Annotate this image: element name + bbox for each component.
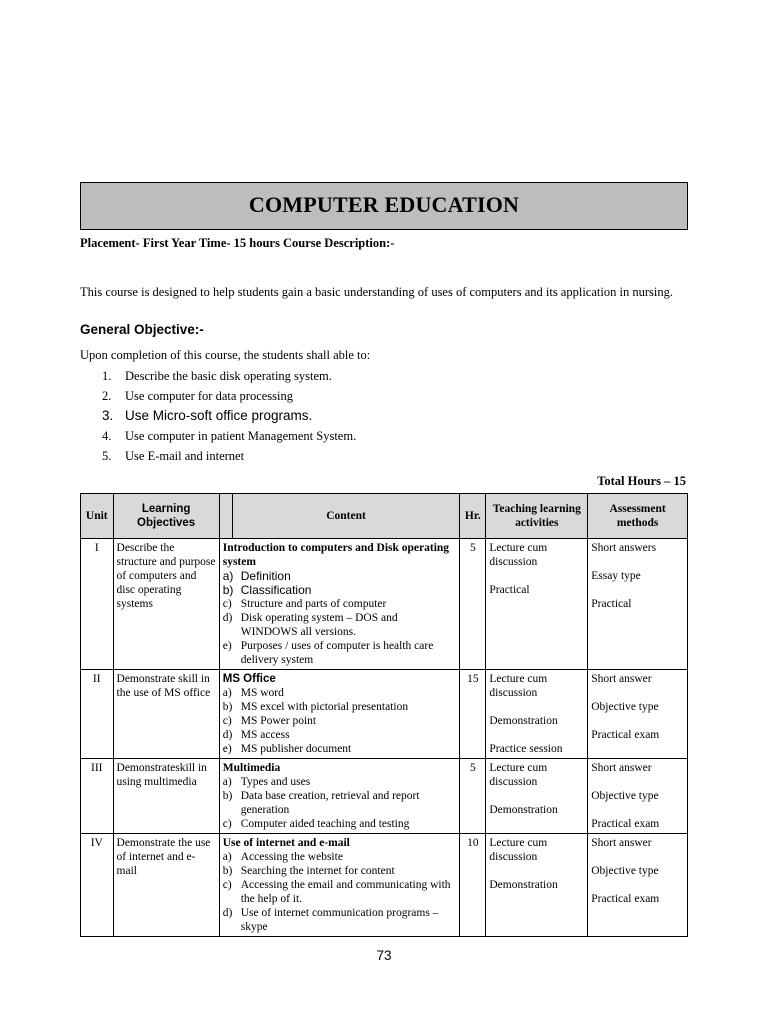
page-title: COMPUTER EDUCATION <box>248 192 520 217</box>
content-title: Introduction to computers and Disk operating system <box>222 542 450 568</box>
content-item: d) Use of internet communication programs – skype <box>222 907 439 933</box>
header-teaching-activities: Teaching learning activities <box>486 494 588 539</box>
content-title: Multimedia <box>222 762 281 774</box>
total-hours: Total Hours – 15 <box>597 474 686 488</box>
table-row <box>81 759 688 834</box>
content-item: d) MS access <box>222 729 290 741</box>
objective-cell: Describe the structure and purpose of computers and disc operating systems <box>113 539 219 670</box>
content-item: a) Accessing the website <box>222 851 343 863</box>
content-cell <box>219 670 460 759</box>
content-cell <box>219 759 460 834</box>
activities-cell: Lecture cum discussion Demonstration Practice session <box>486 670 588 759</box>
hr-cell: 5 <box>460 759 486 834</box>
content-item: a) MS word <box>222 687 284 699</box>
table-row <box>81 539 688 670</box>
content-cell <box>219 834 460 937</box>
content-item: e) MS publisher document <box>222 743 352 755</box>
content-item: a) Types and uses <box>222 776 311 788</box>
assessment-cell: Short answer Objective type Practical exam <box>588 670 688 759</box>
assessment-cell: Short answer Objective type Practical exam <box>588 834 688 937</box>
activities-cell: Lecture cum discussion Demonstration <box>486 759 588 834</box>
content-item: c) Structure and parts of computer <box>222 598 387 610</box>
header-spacer <box>219 494 232 539</box>
content-item: a) Definition <box>222 569 291 583</box>
course-description: This course is designed to help students gain a basic understanding of uses of computers and its application in nursing. <box>80 285 673 299</box>
header-content: Content <box>232 494 460 539</box>
content-title: Use of internet and e-mail <box>222 837 350 849</box>
objective-item: 1. Describe the basic disk operating system. <box>102 369 332 383</box>
unit-cell: I <box>81 539 114 670</box>
content-item: c) Accessing the email and communicating with the help of it. <box>222 879 451 905</box>
general-objective-heading: General Objective:- <box>80 322 204 337</box>
hr-cell: 10 <box>460 834 486 937</box>
table-header-row <box>81 494 688 539</box>
content-item: b) MS excel with pictorial presentation <box>222 701 409 713</box>
unit-cell: II <box>81 670 114 759</box>
assessment-cell: Short answer Objective type Practical exam <box>588 759 688 834</box>
content-item: c) Computer aided teaching and testing <box>222 818 410 830</box>
content-item: d) Disk operating system – DOS and WINDOWS all versions. <box>222 612 398 638</box>
table-row <box>81 670 688 759</box>
objective-item: 3. Use Micro-soft office programs. <box>102 408 313 423</box>
placement-line: Placement- First Year Time- 15 hours Course Description:- <box>80 236 395 250</box>
course-table <box>80 493 688 937</box>
objective-item: 4. Use computer in patient Management System. <box>102 429 357 443</box>
page-number: 73 <box>376 948 392 963</box>
objective-item: 2. Use computer for data processing <box>102 389 293 403</box>
header-assessment: Assessment methods <box>588 494 688 539</box>
content-item: c) MS Power point <box>222 715 317 727</box>
header-learning-objectives: Learning Objectives <box>113 494 219 539</box>
hr-cell: 15 <box>460 670 486 759</box>
title-box <box>80 182 688 230</box>
upon-completion-text: Upon completion of this course, the students shall able to: <box>80 348 371 362</box>
content-cell <box>219 539 460 670</box>
header-hr: Hr. <box>460 494 486 539</box>
header-unit: Unit <box>81 494 114 539</box>
objective-cell: Demonstrateskill in using multimedia <box>113 759 219 834</box>
content-title: MS Office <box>222 673 276 685</box>
activities-cell: Lecture cum discussion Practical <box>486 539 588 670</box>
hr-cell: 5 <box>460 539 486 670</box>
table-row <box>81 834 688 937</box>
content-item: b) Data base creation, retrieval and report generation <box>222 790 420 816</box>
content-item: e) Purposes / uses of computer is health care delivery system <box>222 640 434 666</box>
objective-cell: Demonstrate the use of internet and e-mail <box>113 834 219 937</box>
activities-cell: Lecture cum discussion Demonstration <box>486 834 588 937</box>
assessment-cell: Short answers Essay type Practical <box>588 539 688 670</box>
objective-item: 5. Use E-mail and internet <box>102 449 245 463</box>
unit-cell: IV <box>81 834 114 937</box>
content-item: b) Classification <box>222 583 312 597</box>
objective-list <box>80 366 356 466</box>
content-item: b) Searching the internet for content <box>222 865 395 877</box>
unit-cell: III <box>81 759 114 834</box>
objective-cell: Demonstrate skill in the use of MS office <box>113 670 219 759</box>
